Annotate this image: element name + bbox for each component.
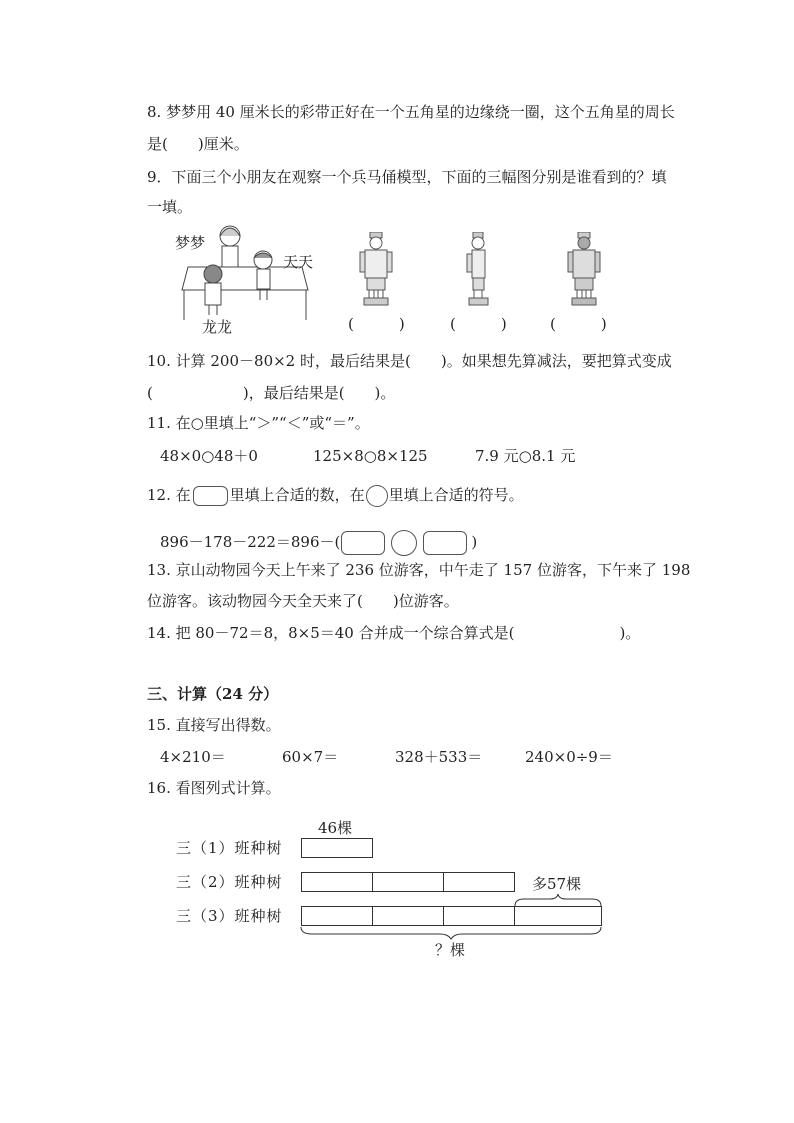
q13-line2: 位游客。该动物园今天全天来了( )位游客。 <box>147 592 459 610</box>
terracotta-view-back <box>566 232 602 307</box>
q12-prefix: 12. 在 <box>147 486 191 504</box>
row-label-class1: 三（1）班种树 <box>176 839 283 857</box>
q8-line2: 是( )厘米。 <box>147 135 249 153</box>
q12-line1 <box>147 485 524 507</box>
q12-expr <box>160 530 477 556</box>
bar-class3-seg1 <box>301 906 373 926</box>
more-brace-icon <box>514 892 602 906</box>
label-mengmeng: 梦梦 <box>175 234 206 252</box>
q11-line1: 11. 在○里填上“＞”“＜”或“＝”。 <box>147 414 370 432</box>
q11-item-1[interactable]: 48×0○48＋0 <box>160 447 258 465</box>
label-longlong: 龙龙 <box>202 318 233 336</box>
q15-item-3[interactable]: 328＋533＝ <box>395 748 483 766</box>
bar-class1 <box>301 838 373 858</box>
diagram-top-label: 46棵 <box>318 819 353 837</box>
more-label: 多57棵 <box>532 875 582 893</box>
q11-item-3[interactable]: 7.9 元○8.1 元 <box>475 447 576 465</box>
q16-line1: 16. 看图列式计算。 <box>147 779 281 797</box>
bar-class3-seg2 <box>372 906 444 926</box>
q12-suffix: 里填上合适的符号。 <box>388 486 524 504</box>
terracotta-view-front <box>358 232 394 307</box>
blank-circle-icon <box>366 485 388 507</box>
row-label-class3: 三（3）班种树 <box>176 907 283 925</box>
bar-class3-seg3 <box>443 906 515 926</box>
label-tiantian: 天天 <box>283 253 314 271</box>
q8-line1: 8. 梦梦用 40 厘米长的彩带正好在一个五角星的边缘绕一圈，这个五角星的周长 <box>147 103 675 121</box>
bar-class2-seg1 <box>301 872 373 892</box>
bar-class2-seg2 <box>372 872 444 892</box>
q9-line1: 9．下面三个小朋友在观察一个兵马俑模型，下面的三幅图分别是谁看到的？填 <box>147 168 667 186</box>
q12-close: ) <box>471 533 478 551</box>
bar-class2-seg3 <box>443 872 515 892</box>
total-brace-icon <box>300 925 602 939</box>
q12-answer-circle[interactable] <box>391 530 417 556</box>
q13-line1: 13. 京山动物园今天上午来了 236 位游客，中午走了 157 位游客，下午来了 198 <box>147 561 691 579</box>
q10-line1: 10. 计算 200－80×2 时，最后结果是( )。如果想先算减法，要把算式变成 <box>147 352 672 370</box>
q15-line1: 15. 直接写出得数。 <box>147 716 281 734</box>
q12-answer-box-2[interactable] <box>423 531 467 555</box>
row-label-class2: 三（2）班种树 <box>176 873 283 891</box>
q9-blank-3[interactable]: ( ) <box>550 315 607 333</box>
q9-blank-1[interactable]: ( ) <box>348 315 405 333</box>
blank-box-icon <box>193 486 228 506</box>
q11-item-2[interactable]: 125×8○8×125 <box>313 447 428 465</box>
q15-item-4[interactable]: 240×0÷9＝ <box>525 748 613 766</box>
section3-title: 三、计算（24 分） <box>147 685 279 703</box>
q15-item-1[interactable]: 4×210＝ <box>160 748 226 766</box>
q14-line1: 14. 把 80－72＝8，8×5＝40 合并成一个综合算式是( )。 <box>147 624 641 642</box>
q15-item-2[interactable]: 60×7＝ <box>282 748 339 766</box>
q12-answer-box-1[interactable] <box>341 531 385 555</box>
q9-blank-2[interactable]: ( ) <box>450 315 507 333</box>
q12-mid: 里填上合适的数，在 <box>229 486 365 504</box>
q9-line2: 一填。 <box>147 198 193 216</box>
bar-class3-extra <box>514 906 602 926</box>
q10-line2: ( )，最后结果是( )。 <box>147 384 396 402</box>
total-label: ？棵 <box>435 941 466 959</box>
q12-expr-text: 896－178－222＝896－( <box>160 533 341 551</box>
terracotta-view-side <box>464 232 492 307</box>
